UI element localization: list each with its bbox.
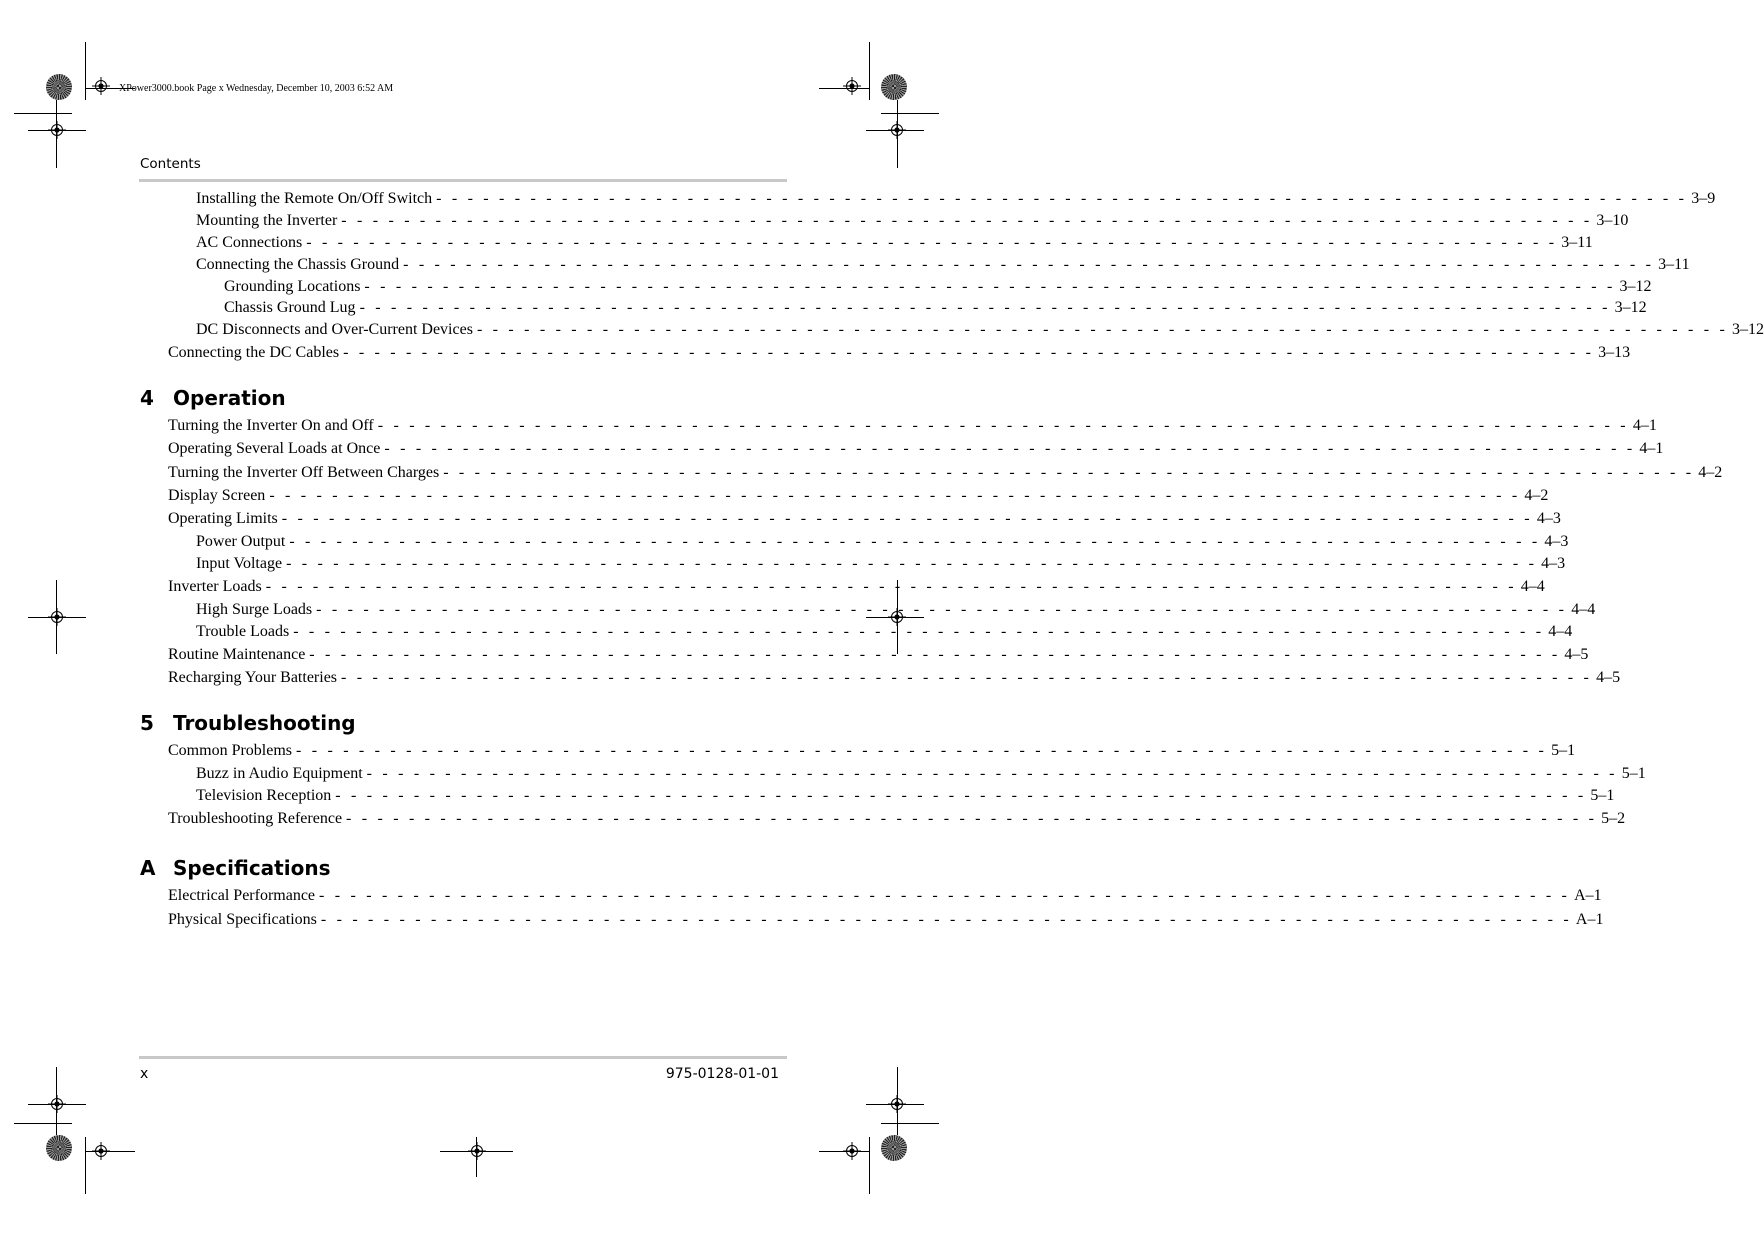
registration-mark-icon bbox=[843, 1142, 861, 1160]
toc-entry[interactable]: Connecting the DC Cables - - - - - - - - - - - - - - - - - - - - - - - - - - - - - - - - - - - - - - - - - - - - - - - - - - - - - - - - - - - - - - - - - - - - - - - - - - - - - - - - 3–13 bbox=[168, 344, 1631, 361]
crop-mark bbox=[881, 113, 939, 114]
crop-mark bbox=[85, 1137, 86, 1194]
page-number: x bbox=[140, 1066, 149, 1082]
toc-entry[interactable]: DC Disconnects and Over-Current Devices - - - - - - - - - - - - - - - - - - - - - - - - - - - - - - - - - - - - - - - - - - - - - - - - - - - - - - - - - - - - - - - - - - - - - - - - - - - - - - - - 3–12 bbox=[196, 321, 1764, 338]
toc-entry[interactable]: Buzz in Audio Equipment - - - - - - - - - - - - - - - - - - - - - - - - - - - - - - - - - - - - - - - - - - - - - - - - - - - - - - - - - - - - - - - - - - - - - - - - - - - - - - - - 5–1 bbox=[196, 765, 1646, 782]
toc-entry[interactable]: Trouble Loads - - - - - - - - - - - - - - - - - - - - - - - - - - - - - - - - - - - - - - - - - - - - - - - - - - - - - - - - - - - - - - - - - - - - - - - - - - - - - - - - 4–4 bbox=[196, 623, 1573, 640]
color-target-icon bbox=[46, 1135, 72, 1161]
dot-leader: - - - - - - - - - - - - - - - - - - - - - - - - - - - - - - - - - - - - - - - - - - - - - - - - - - - - - - - - - - - - - - - - - - - - - - - - - - - - - - - - bbox=[366, 765, 1618, 782]
toc-entry[interactable]: Connecting the Chassis Ground - - - - - - - - - - - - - - - - - - - - - - - - - - - - - - - - - - - - - - - - - - - - - - - - - - - - - - - - - - - - - - - - - - - - - - - - - - - - - - - - 3–11 bbox=[196, 256, 1690, 273]
toc-entry[interactable]: Turning the Inverter Off Between Charges - - - - - - - - - - - - - - - - - - - - - - - - - - - - - - - - - - - - - - - - - - - - - - - - - - - - - - - - - - - - - - - - - - - - - - - - - - - - - - - - 4–2 bbox=[168, 464, 1723, 481]
toc-entry[interactable]: Recharging Your Batteries - - - - - - - - - - - - - - - - - - - - - - - - - - - - - - - - - - - - - - - - - - - - - - - - - - - - - - - - - - - - - - - - - - - - - - - - - - - - - - - - 4–5 bbox=[168, 669, 1621, 686]
dot-leader: - - - - - - - - - - - - - - - - - - - - - - - - - - - - - - - - - - - - - - - - - - - - - - - - - - - - - - - - - - - - - - - - - - - - - - - - - - - - - - - - bbox=[306, 234, 1558, 251]
dot-leader: - - - - - - - - - - - - - - - - - - - - - - - - - - - - - - - - - - - - - - - - - - - - - - - - - - - - - - - - - - - - - - - - - - - - - - - - - - - - - - - - bbox=[341, 212, 1593, 229]
chapter-heading-troubleshooting[interactable]: 5 Troubleshooting bbox=[140, 711, 356, 735]
dot-leader: - - - - - - - - - - - - - - - - - - - - - - - - - - - - - - - - - - - - - - - - - - - - - - - - - - - - - - - - - - - - - - - - - - - - - - - - - - - - - - - - bbox=[443, 464, 1695, 481]
crop-mark bbox=[881, 1123, 939, 1124]
book-slug: XPower3000.book Page x Wednesday, December 10, 2003 6:52 AM bbox=[119, 83, 394, 94]
registration-mark-icon bbox=[92, 1142, 110, 1160]
registration-mark-icon bbox=[888, 121, 906, 139]
toc-entry[interactable]: Installing the Remote On/Off Switch - - - - - - - - - - - - - - - - - - - - - - - - - - - - - - - - - - - - - - - - - - - - - - - - - - - - - - - - - - - - - - - - - - - - - - - - - - - - - - - - 3–9 bbox=[196, 190, 1716, 207]
registration-mark-icon bbox=[843, 77, 861, 95]
toc-entry[interactable]: High Surge Loads - - - - - - - - - - - - - - - - - - - - - - - - - - - - - - - - - - - - - - - - - - - - - - - - - - - - - - - - - - - - - - - - - - - - - - - - - - - - - - - - 4–4 bbox=[196, 601, 1596, 618]
toc-entry[interactable]: Power Output - - - - - - - - - - - - - - - - - - - - - - - - - - - - - - - - - - - - - - - - - - - - - - - - - - - - - - - - - - - - - - - - - - - - - - - - - - - - - - - - 4–3 bbox=[196, 533, 1569, 550]
toc-entry[interactable]: Routine Maintenance - - - - - - - - - - - - - - - - - - - - - - - - - - - - - - - - - - - - - - - - - - - - - - - - - - - - - - - - - - - - - - - - - - - - - - - - - - - - - - - - 4–5 bbox=[168, 646, 1589, 663]
dot-leader: - - - - - - - - - - - - - - - - - - - - - - - - - - - - - - - - - - - - - - - - - - - - - - - - - - - - - - - - - - - - - - - - - - - - - - - - - - - - - - - - bbox=[265, 578, 1517, 595]
dot-leader: - - - - - - - - - - - - - - - - - - - - - - - - - - - - - - - - - - - - - - - - - - - - - - - - - - - - - - - - - - - - - - - - - - - - - - - - - - - - - - - - bbox=[436, 190, 1688, 207]
toc-entry[interactable]: Input Voltage - - - - - - - - - - - - - - - - - - - - - - - - - - - - - - - - - - - - - - - - - - - - - - - - - - - - - - - - - - - - - - - - - - - - - - - - - - - - - - - - 4–3 bbox=[196, 555, 1566, 572]
toc-entry[interactable]: Operating Limits - - - - - - - - - - - - - - - - - - - - - - - - - - - - - - - - - - - - - - - - - - - - - - - - - - - - - - - - - - - - - - - - - - - - - - - - - - - - - - - - 4–3 bbox=[168, 510, 1561, 527]
toc-entry[interactable]: Physical Specifications - - - - - - - - - - - - - - - - - - - - - - - - - - - - - - - - - - - - - - - - - - - - - - - - - - - - - - - - - - - - - - - - - - - - - - - - - - - - - - - - A–1 bbox=[168, 911, 1604, 928]
crop-mark bbox=[85, 42, 86, 100]
toc-entry[interactable]: Grounding Locations - - - - - - - - - - - - - - - - - - - - - - - - - - - - - - - - - - - - - - - - - - - - - - - - - - - - - - - - - - - - - - - - - - - - - - - - - - - - - - - - 3–12 bbox=[224, 278, 1652, 295]
dot-leader: - - - - - - - - - - - - - - - - - - - - - - - - - - - - - - - - - - - - - - - - - - - - - - - - - - - - - - - - - - - - - - - - - - - - - - - - - - - - - - - - bbox=[293, 623, 1545, 640]
toc-entry[interactable]: Operating Several Loads at Once - - - - - - - - - - - - - - - - - - - - - - - - - - - - - - - - - - - - - - - - - - - - - - - - - - - - - - - - - - - - - - - - - - - - - - - - - - - - - - - - 4–1 bbox=[168, 440, 1664, 457]
dot-leader: - - - - - - - - - - - - - - - - - - - - - - - - - - - - - - - - - - - - - - - - - - - - - - - - - - - - - - - - - - - - - - - - - - - - - - - - - - - - - - - - bbox=[316, 601, 1568, 618]
toc-entry[interactable]: Turning the Inverter On and Off - - - - - - - - - - - - - - - - - - - - - - - - - - - - - - - - - - - - - - - - - - - - - - - - - - - - - - - - - - - - - - - - - - - - - - - - - - - - - - - - 4–1 bbox=[168, 417, 1657, 434]
registration-mark-icon bbox=[888, 1095, 906, 1113]
toc-entry[interactable]: AC Connections - - - - - - - - - - - - - - - - - - - - - - - - - - - - - - - - - - - - - - - - - - - - - - - - - - - - - - - - - - - - - - - - - - - - - - - - - - - - - - - - 3–11 bbox=[196, 234, 1593, 251]
document-number: 975-0128-01-01 bbox=[665, 1066, 779, 1082]
toc-entry[interactable]: Inverter Loads - - - - - - - - - - - - - - - - - - - - - - - - - - - - - - - - - - - - - - - - - - - - - - - - - - - - - - - - - - - - - - - - - - - - - - - - - - - - - - - - 4–4 bbox=[168, 578, 1545, 595]
registration-mark-icon bbox=[48, 121, 66, 139]
dot-leader: - - - - - - - - - - - - - - - - - - - - - - - - - - - - - - - - - - - - - - - - - - - - - - - - - - - - - - - - - - - - - - - - - - - - - - - - - - - - - - - - bbox=[296, 742, 1548, 759]
dot-leader: - - - - - - - - - - - - - - - - - - - - - - - - - - - - - - - - - - - - - - - - - - - - - - - - - - - - - - - - - - - - - - - - - - - - - - - - - - - - - - - - bbox=[346, 810, 1598, 827]
toc-entry[interactable]: Television Reception - - - - - - - - - - - - - - - - - - - - - - - - - - - - - - - - - - - - - - - - - - - - - - - - - - - - - - - - - - - - - - - - - - - - - - - - - - - - - - - - 5–1 bbox=[196, 787, 1615, 804]
dot-leader: - - - - - - - - - - - - - - - - - - - - - - - - - - - - - - - - - - - - - - - - - - - - - - - - - - - - - - - - - - - - - - - - - - - - - - - - - - - - - - - - bbox=[335, 787, 1587, 804]
toc-entry[interactable]: Mounting the Inverter - - - - - - - - - - - - - - - - - - - - - - - - - - - - - - - - - - - - - - - - - - - - - - - - - - - - - - - - - - - - - - - - - - - - - - - - - - - - - - - - 3–10 bbox=[196, 212, 1629, 229]
footer-rule bbox=[139, 1056, 787, 1059]
dot-leader: - - - - - - - - - - - - - - - - - - - - - - - - - - - - - - - - - - - - - - - - - - - - - - - - - - - - - - - - - - - - - - - - - - - - - - - - - - - - - - - - bbox=[286, 555, 1538, 572]
crop-mark bbox=[14, 1123, 72, 1124]
toc-entry[interactable]: Electrical Performance - - - - - - - - - - - - - - - - - - - - - - - - - - - - - - - - - - - - - - - - - - - - - - - - - - - - - - - - - - - - - - - - - - - - - - - - - - - - - - - - A–1 bbox=[168, 887, 1602, 904]
toc-entry[interactable]: Chassis Ground Lug - - - - - - - - - - - - - - - - - - - - - - - - - - - - - - - - - - - - - - - - - - - - - - - - - - - - - - - - - - - - - - - - - - - - - - - - - - - - - - - - 3–12 bbox=[224, 299, 1647, 316]
color-target-icon bbox=[46, 74, 72, 100]
color-target-icon bbox=[881, 1135, 907, 1161]
crop-mark bbox=[869, 1137, 870, 1194]
dot-leader: - - - - - - - - - - - - - - - - - - - - - - - - - - - - - - - - - - - - - - - - - - - - - - - - - - - - - - - - - - - - - - - - - - - - - - - - - - - - - - - - bbox=[281, 510, 1533, 527]
dot-leader: - - - - - - - - - - - - - - - - - - - - - - - - - - - - - - - - - - - - - - - - - - - - - - - - - - - - - - - - - - - - - - - - - - - - - - - - - - - - - - - - bbox=[320, 911, 1572, 928]
chapter-heading-specifications[interactable]: A Specifications bbox=[140, 856, 331, 880]
registration-mark-icon bbox=[48, 1095, 66, 1113]
dot-leader: - - - - - - - - - - - - - - - - - - - - - - - - - - - - - - - - - - - - - - - - - - - - - - - - - - - - - - - - - - - - - - - - - - - - - - - - - - - - - - - - bbox=[359, 299, 1611, 316]
color-target-icon bbox=[881, 74, 907, 100]
dot-leader: - - - - - - - - - - - - - - - - - - - - - - - - - - - - - - - - - - - - - - - - - - - - - - - - - - - - - - - - - - - - - - - - - - - - - - - - - - - - - - - - bbox=[403, 256, 1655, 273]
dot-leader: - - - - - - - - - - - - - - - - - - - - - - - - - - - - - - - - - - - - - - - - - - - - - - - - - - - - - - - - - - - - - - - - - - - - - - - - - - - - - - - - bbox=[384, 440, 1636, 457]
crop-mark bbox=[869, 42, 870, 100]
toc-entry[interactable]: Troubleshooting Reference - - - - - - - - - - - - - - - - - - - - - - - - - - - - - - - - - - - - - - - - - - - - - - - - - - - - - - - - - - - - - - - - - - - - - - - - - - - - - - - - 5–2 bbox=[168, 810, 1626, 827]
dot-leader: - - - - - - - - - - - - - - - - - - - - - - - - - - - - - - - - - - - - - - - - - - - - - - - - - - - - - - - - - - - - - - - - - - - - - - - - - - - - - - - - bbox=[269, 487, 1521, 504]
dot-leader: - - - - - - - - - - - - - - - - - - - - - - - - - - - - - - - - - - - - - - - - - - - - - - - - - - - - - - - - - - - - - - - - - - - - - - - - - - - - - - - - bbox=[343, 344, 1595, 361]
dot-leader: - - - - - - - - - - - - - - - - - - - - - - - - - - - - - - - - - - - - - - - - - - - - - - - - - - - - - - - - - - - - - - - - - - - - - - - - - - - - - - - - bbox=[309, 646, 1561, 663]
toc-entry[interactable]: Display Screen - - - - - - - - - - - - - - - - - - - - - - - - - - - - - - - - - - - - - - - - - - - - - - - - - - - - - - - - - - - - - - - - - - - - - - - - - - - - - - - - 4–2 bbox=[168, 487, 1549, 504]
crop-mark bbox=[14, 113, 72, 114]
chapter-heading-operation[interactable]: 4 Operation bbox=[140, 386, 286, 410]
dot-leader: - - - - - - - - - - - - - - - - - - - - - - - - - - - - - - - - - - - - - - - - - - - - - - - - - - - - - - - - - - - - - - - - - - - - - - - - - - - - - - - - bbox=[364, 278, 1616, 295]
dot-leader: - - - - - - - - - - - - - - - - - - - - - - - - - - - - - - - - - - - - - - - - - - - - - - - - - - - - - - - - - - - - - - - - - - - - - - - - - - - - - - - - bbox=[341, 669, 1593, 686]
registration-mark-icon bbox=[92, 77, 110, 95]
header-rule bbox=[139, 179, 787, 182]
dot-leader: - - - - - - - - - - - - - - - - - - - - - - - - - - - - - - - - - - - - - - - - - - - - - - - - - - - - - - - - - - - - - - - - - - - - - - - - - - - - - - - - bbox=[476, 321, 1728, 338]
dot-leader: - - - - - - - - - - - - - - - - - - - - - - - - - - - - - - - - - - - - - - - - - - - - - - - - - - - - - - - - - - - - - - - - - - - - - - - - - - - - - - - - bbox=[377, 417, 1629, 434]
registration-mark-icon bbox=[48, 608, 66, 626]
dot-leader: - - - - - - - - - - - - - - - - - - - - - - - - - - - - - - - - - - - - - - - - - - - - - - - - - - - - - - - - - - - - - - - - - - - - - - - - - - - - - - - - bbox=[289, 533, 1541, 550]
toc-entry[interactable]: Common Problems - - - - - - - - - - - - - - - - - - - - - - - - - - - - - - - - - - - - - - - - - - - - - - - - - - - - - - - - - - - - - - - - - - - - - - - - - - - - - - - - 5–1 bbox=[168, 742, 1576, 759]
running-head: Contents bbox=[140, 156, 201, 172]
dot-leader: - - - - - - - - - - - - - - - - - - - - - - - - - - - - - - - - - - - - - - - - - - - - - - - - - - - - - - - - - - - - - - - - - - - - - - - - - - - - - - - - bbox=[319, 887, 1571, 904]
registration-mark-icon bbox=[468, 1142, 486, 1160]
